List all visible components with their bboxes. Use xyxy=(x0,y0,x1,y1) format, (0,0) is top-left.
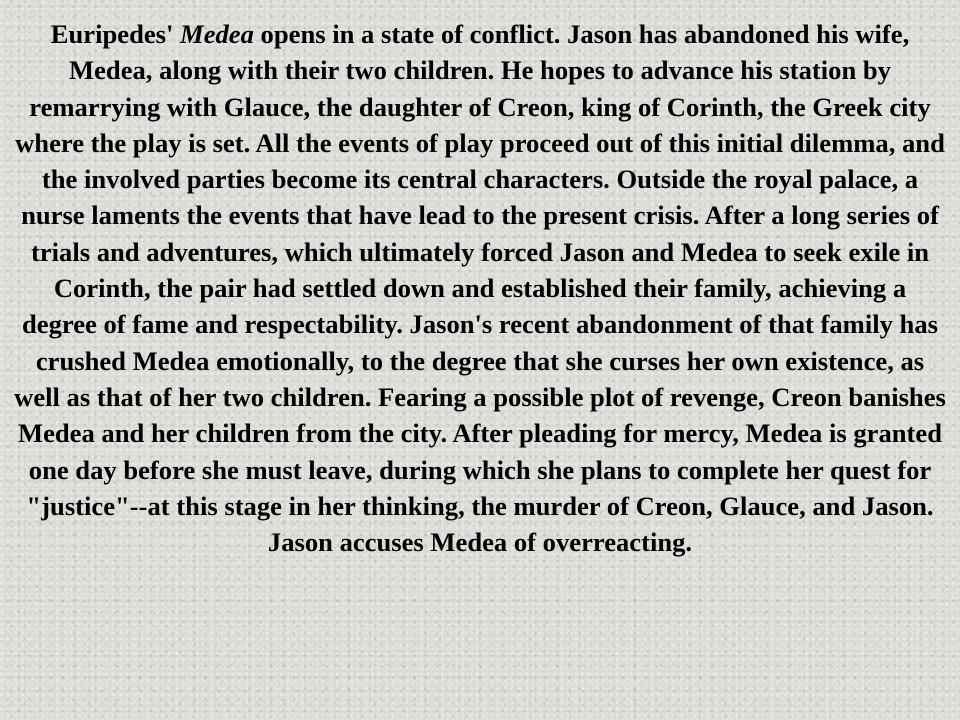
text-part-2: opens in a state of conflict. Jason has abandoned his wife, Medea, along with their two children. He hopes to advance his station by remarrying with Glauce, the daughter of Creon, king of Corinth, the Greek city where the play is set. All the events of play proceed out of this initial dilemma, and the involved parties become its central characters. Outside the royal palace, a nurse laments the events that have lead to the present crisis. After a long series of trials and adventures, which ultimately forced Jason and Medea to seek exile in Corinth, the pair had settled down and established their family, achieving a degree of fame and respectability. Jason's recent abandonment of that family has crushed Medea emotionally, to the degree that she curses her own existence, as well as that of her two children. Fearing a possible plot of revenge, Creon banishes Medea and her children from the city. After pleading for mercy, Medea is granted one day before she must leave, during which she plans to complete her quest for "justice"--at this stage in her thinking, the murder of Creon, Glauce, and Jason. Jason accuses Medea of overreacting. xyxy=(14,19,946,558)
play-title: Medea xyxy=(180,19,254,49)
summary-paragraph xyxy=(14,16,946,560)
text-part-1: Euripedes' xyxy=(50,19,181,49)
